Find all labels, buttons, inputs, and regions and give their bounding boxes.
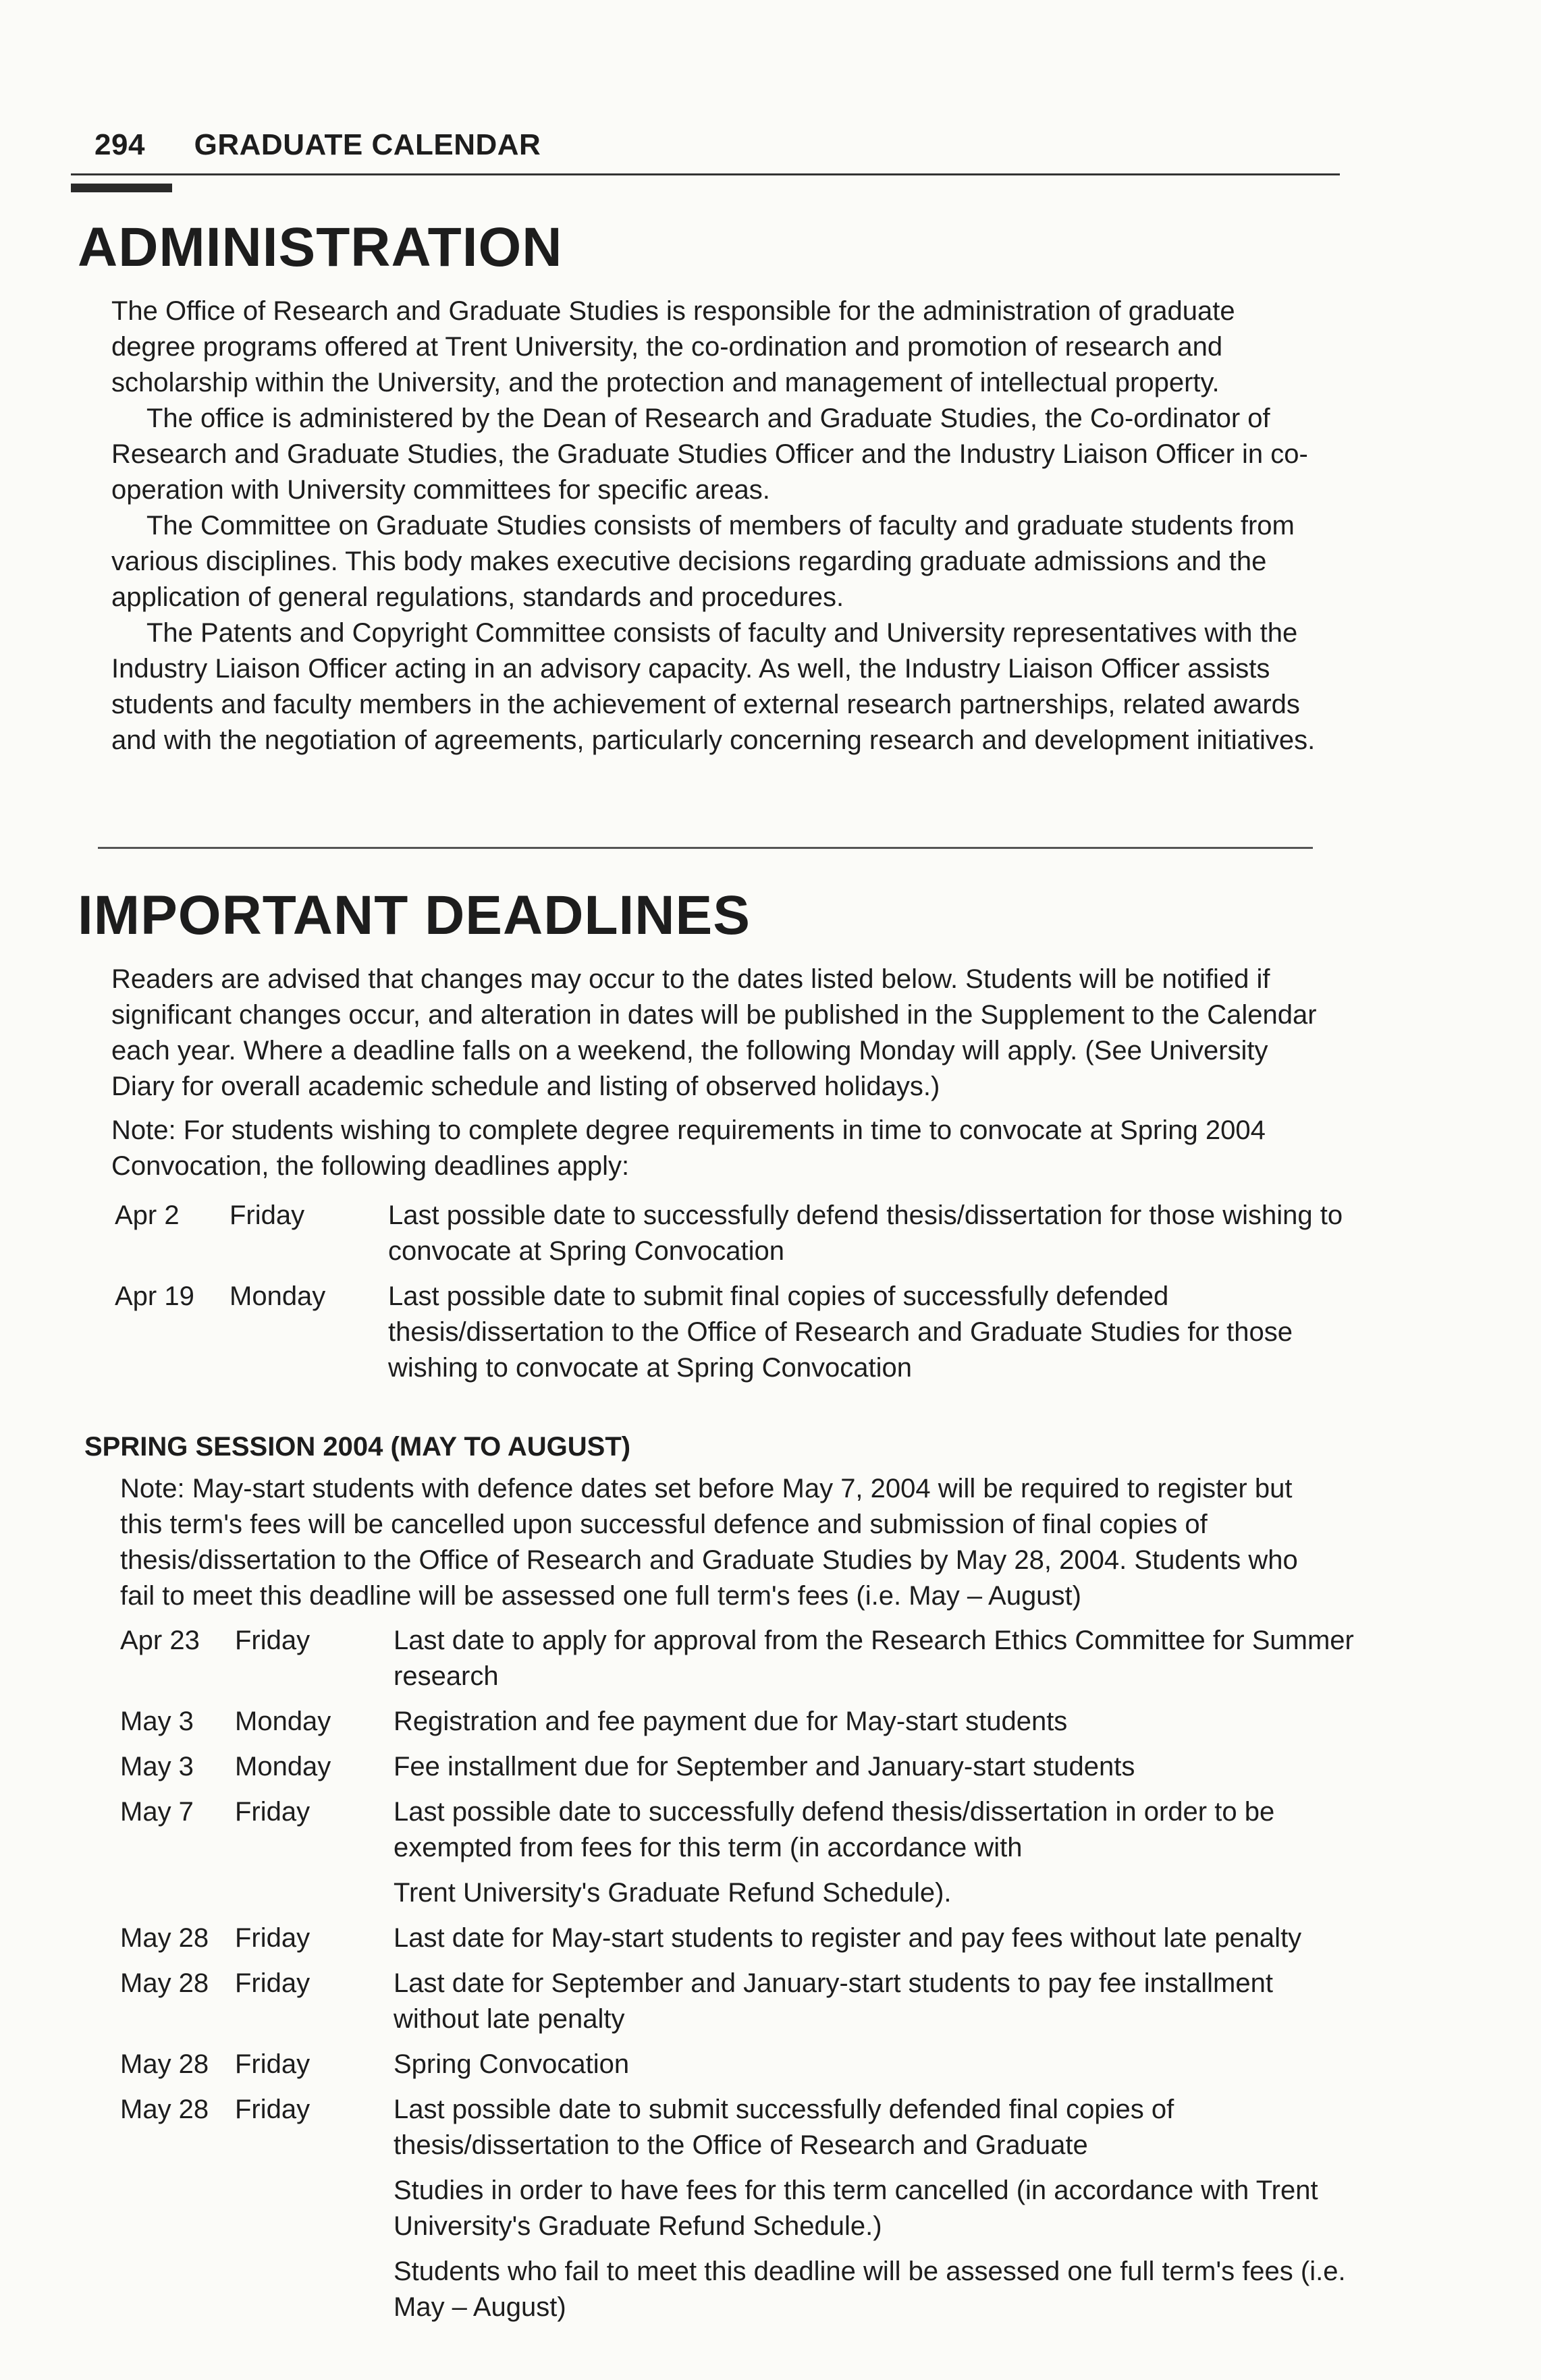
deadline-description: Spring Convocation: [394, 2049, 630, 2079]
deadline-date: Apr 2: [115, 1200, 180, 1230]
deadline-continuation: Trent University's Graduate Refund Schedule).: [394, 1878, 952, 1908]
deadline-day: Friday: [235, 2049, 310, 2079]
deadline-day: Monday: [229, 1281, 326, 1311]
deadline-row: [120, 2092, 1355, 2163]
deadline-day: Friday: [235, 1923, 310, 1953]
deadline-date: May 28: [120, 2095, 209, 2124]
deadline-description: Last possible date to submit successfully defended final copies of thesis/dissertation to the Office of Research and Graduate: [394, 2095, 1174, 2160]
deadline-description: Last possible date to submit final copies of successfully defended thesis/dissertation to the Office of Research and Graduate Studies for those wishing to convocate at Spring Convocation: [388, 1281, 1293, 1383]
header-rule: [71, 173, 1340, 175]
deadline-date: Apr 19: [115, 1281, 194, 1311]
deadlines-intro-text: Readers are advised that changes may occur to the dates listed below. Students will be notified if significant changes occur, and alteration in dates will be published in the Supplement to the Calendar each year. Where a deadline falls on a weekend, the following Monday will apply. (See University Diary for overall academic schedule and listing of observed holidays.): [111, 964, 1317, 1101]
deadline-row: [120, 1749, 1355, 1785]
deadlines-intro: [111, 962, 1326, 1192]
admin-paragraph: The Patents and Copyright Committee consists of faculty and University representatives with the Industry Liaison Officer acting in an advisory capacity. As well, the Industry Liaison Officer assists students and faculty members in the achievement of external research partnerships, related awards and with the negotiation of agreements, particularly concerning research and development initiatives.: [111, 618, 1316, 755]
running-title: GRADUATE CALENDAR: [194, 128, 541, 161]
header-bar: [71, 184, 172, 192]
section-divider: [98, 847, 1313, 849]
spring-session-heading: SPRING SESSION 2004 (MAY TO AUGUST): [84, 1432, 631, 1462]
deadline-continuation: Studies in order to have fees for this term cancelled (in accordance with Trent University's Graduate Refund Schedule.): [394, 2176, 1318, 2241]
deadline-date: Apr 23: [120, 1626, 200, 1655]
deadline-row: [120, 1623, 1355, 1694]
deadline-day: Friday: [229, 1200, 305, 1230]
deadline-row: [120, 1966, 1355, 2037]
deadline-day: Monday: [235, 1707, 331, 1736]
administration-text: [111, 294, 1326, 758]
deadline-row: [120, 1704, 1355, 1740]
deadline-continuation: Students who fail to meet this deadline will be assessed one full term's fees (i.e. May – August): [394, 2257, 1346, 2322]
admin-paragraph: The Committee on Graduate Studies consists of members of faculty and graduate students from various disciplines. This body makes executive decisions regarding graduate admissions and the application of general regulations, standards and procedures.: [111, 511, 1295, 612]
page-number: 294: [94, 128, 145, 161]
deadline-day: Friday: [235, 2095, 310, 2124]
admin-paragraph: The Office of Research and Graduate Studies is responsible for the administration of graduate degree programs offered at Trent University, the co-ordination and promotion of research and scholarship within the University, and the protection and management of intellectual property.: [111, 296, 1235, 397]
deadline-description: Fee installment due for September and January-start students: [394, 1752, 1135, 1781]
administration-heading: ADMINISTRATION: [78, 217, 563, 278]
deadline-description: Last date to apply for approval from the Research Ethics Committee for Summer research: [394, 1626, 1354, 1691]
admin-paragraph: The office is administered by the Dean of Research and Graduate Studies, the Co-ordinator of Research and Graduate Studies, the Graduate Studies Officer and the Industry Liaison Officer in co-operation with University committees for specific areas.: [111, 404, 1308, 505]
deadline-day: Friday: [235, 1968, 310, 1998]
deadline-description: Last date for September and January-start students to pay fee installment without late penalty: [394, 1968, 1273, 2034]
deadline-date: May 28: [120, 2049, 209, 2079]
deadline-date: May 3: [120, 1707, 194, 1736]
deadline-date: May 7: [120, 1797, 194, 1827]
spring-session-note: Note: May-start students with defence dates set before May 7, 2004 will be required to register but this term's fees will be cancelled upon successful defence and submission of final copies of thesis/dissertation to the Office of Research and Graduate Studies by May 28, 2004. Students who fail to meet this deadline will be assessed one full term's fees (i.e. May – August): [120, 1474, 1298, 1611]
deadlines-note: Note: For students wishing to complete degree requirements in time to convocate at Spring 2004 Convocation, the following deadlines apply:: [111, 1115, 1266, 1181]
deadline-description: Last date for May-start students to register and pay fees without late penalty: [394, 1923, 1302, 1953]
deadline-row: [120, 2047, 1355, 2082]
deadline-date: May 3: [120, 1752, 194, 1781]
spring-deadlines: [120, 1623, 1355, 2335]
deadline-row: [120, 1794, 1355, 1866]
deadline-day: Monday: [235, 1752, 331, 1781]
deadline-day: Friday: [235, 1626, 310, 1655]
deadline-row: [115, 1279, 1350, 1386]
deadline-description: Registration and fee payment due for May-start students: [394, 1707, 1068, 1736]
deadline-description: Last possible date to successfully defend thesis/dissertation for those wishing to convocate at Spring Convocation: [388, 1200, 1343, 1266]
deadline-day: Friday: [235, 1797, 310, 1827]
deadline-date: May 28: [120, 1968, 209, 1998]
deadline-date: May 28: [120, 1923, 209, 1953]
running-header: [94, 128, 541, 162]
deadlines-heading: IMPORTANT DEADLINES: [78, 885, 751, 946]
deadline-description: Last possible date to successfully defend thesis/dissertation in order to be exempted from fees for this term (in accordance with: [394, 1797, 1275, 1862]
deadline-row: [120, 1920, 1355, 1956]
deadline-row: [115, 1198, 1350, 1269]
convocation-deadlines: [115, 1198, 1350, 1395]
